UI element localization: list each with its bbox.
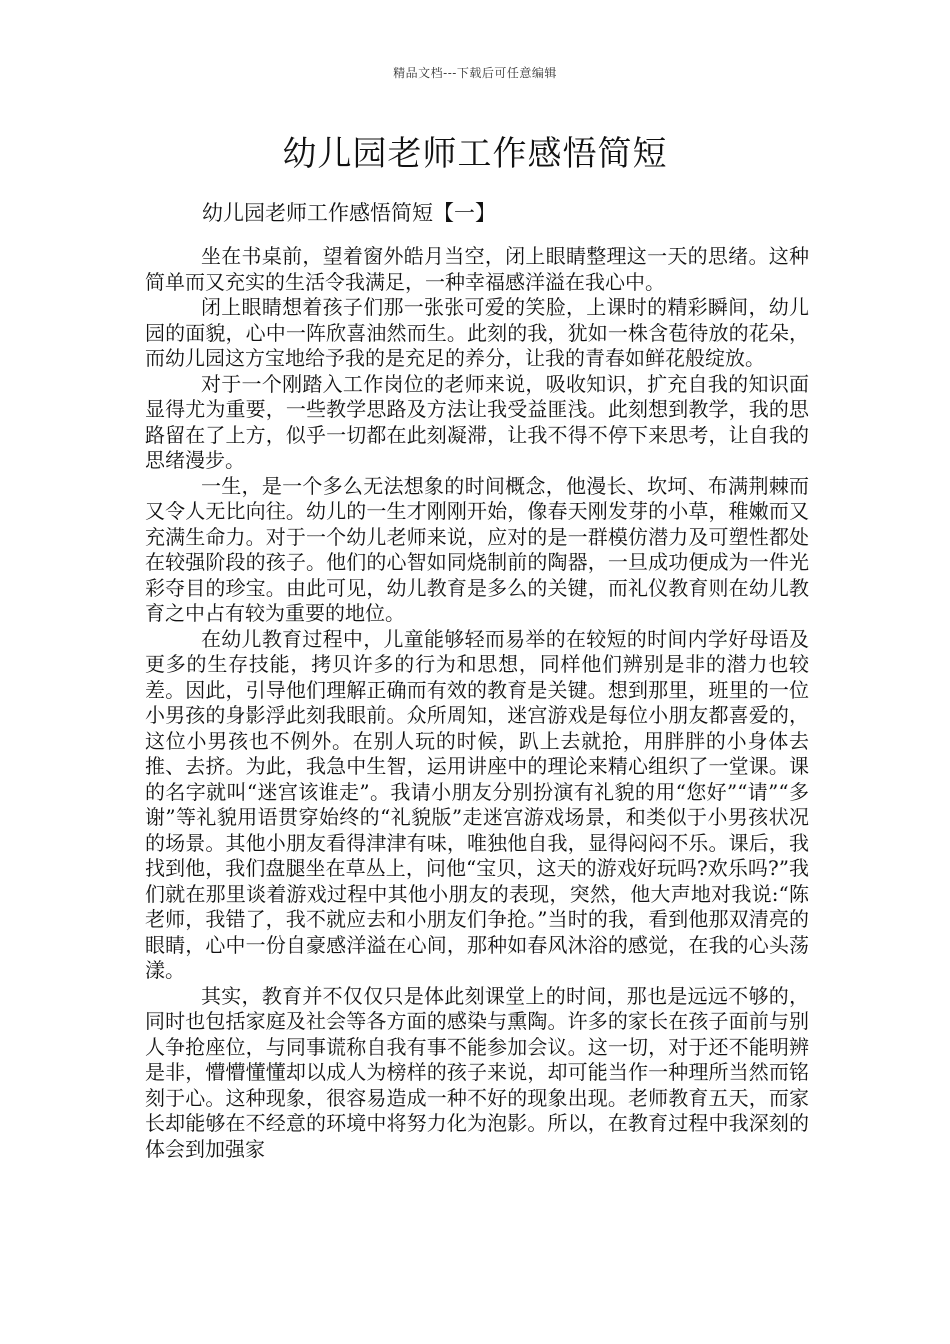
document-body [145,244,809,1162]
paragraph: 坐在书桌前，望着窗外皓月当空，闭上眼睛整理这一天的思绪。这种简单而又充实的生活令我满足，一种幸福感洋溢在我心中。 [145,244,809,294]
document-title: 幼儿园老师工作感悟简短 [282,134,668,174]
paragraph: 在幼儿教育过程中，儿童能够轻而易举的在较短的时间内学好母语及更多的生存技能，拷贝许多的行为和思想，同样他们辨别是非的潜力也较差。因此，引导他们理解正确而有效的教育是关键。想到那里，班里的一位小男孩的身影浮此刻我眼前。众所周知，迷宫游戏是每位小朋友都喜爱的，这位小男孩也不例外。在别人玩的时候，趴上去就抢，用胖胖的小身体去推、去挤。为此，我急中生智，运用讲座中的理论来精心组织了一堂课。课的名字就叫“迷宫该谁走”。我请小朋友分别扮演有礼貌的用“您好”“请”“多谢”等礼貌用语贯穿始终的“礼貌版”走迷宫游戏场景，和类似于小男孩状况的场景。其他小朋友看得津津有味，唯独他自我，显得闷闷不乐。课后，我找到他，我们盘腿坐在草丛上，问他“宝贝，这天的游戏好玩吗?欢乐吗?”我们就在那里谈着游戏过程中其他小朋友的表现，突然，他大声地对我说:“陈老师，我错了，我不就应去和小朋友们争抢。”当时的我，看到他那双清亮的眼睛，心中一份自豪感洋溢在心间，那种如春风沐浴的感觉，在我的心头荡漾。 [145,626,809,982]
header-note: 精品文档---下载后可任意编辑 [393,66,557,80]
section-subtitle: 幼儿园老师工作感悟简短【一】 [202,201,496,225]
paragraph: 一生，是一个多么无法想象的时间概念，他漫长、坎坷、布满荆棘而又令人无比向往。幼儿的一生才刚刚开始，像春天刚发芽的小草，稚嫩而又充满生命力。对于一个幼儿老师来说，应对的是一群模仿潜力及可塑性都处在较强阶段的孩子。他们的心智如同烧制前的陶器，一旦成功便成为一件光彩夺目的珍宝。由此可见，幼儿教育是多么的关键，而礼仪教育则在幼儿教育之中占有较为重要的地位。 [145,473,809,625]
paragraph: 其实，教育并不仅仅只是体此刻课堂上的时间，那也是远远不够的，同时也包括家庭及社会等各方面的感染与熏陶。许多的家长在孩子面前与别人争抢座位，与同事谎称自我有事不能参加会议。这一切，对于还不能明辨是非，懵懵懂懂却以成人为榜样的孩子来说，却可能当作一种理所当然而铭刻于心。这种现象，很容易造成一种不好的现象出现。老师教育五天，而家长却能够在不经意的环境中将努力化为泡影。所以，在教育过程中我深刻的体会到加强家 [145,983,809,1161]
paragraph: 闭上眼睛想着孩子们那一张张可爱的笑脸，上课时的精彩瞬间，幼儿园的面貌，心中一阵欣喜油然而生。此刻的我，犹如一株含苞待放的花朵，而幼儿园这方宝地给予我的是充足的养分，让我的青春如鲜花般绽放。 [145,295,809,370]
paragraph: 对于一个刚踏入工作岗位的老师来说，吸收知识，扩充自我的知识面显得尤为重要，一些教学思路及方法让我受益匪浅。此刻想到教学，我的思路留在了上方，似乎一切都在此刻凝滞，让我不得不停下来思考，让自我的思绪漫步。 [145,371,809,472]
